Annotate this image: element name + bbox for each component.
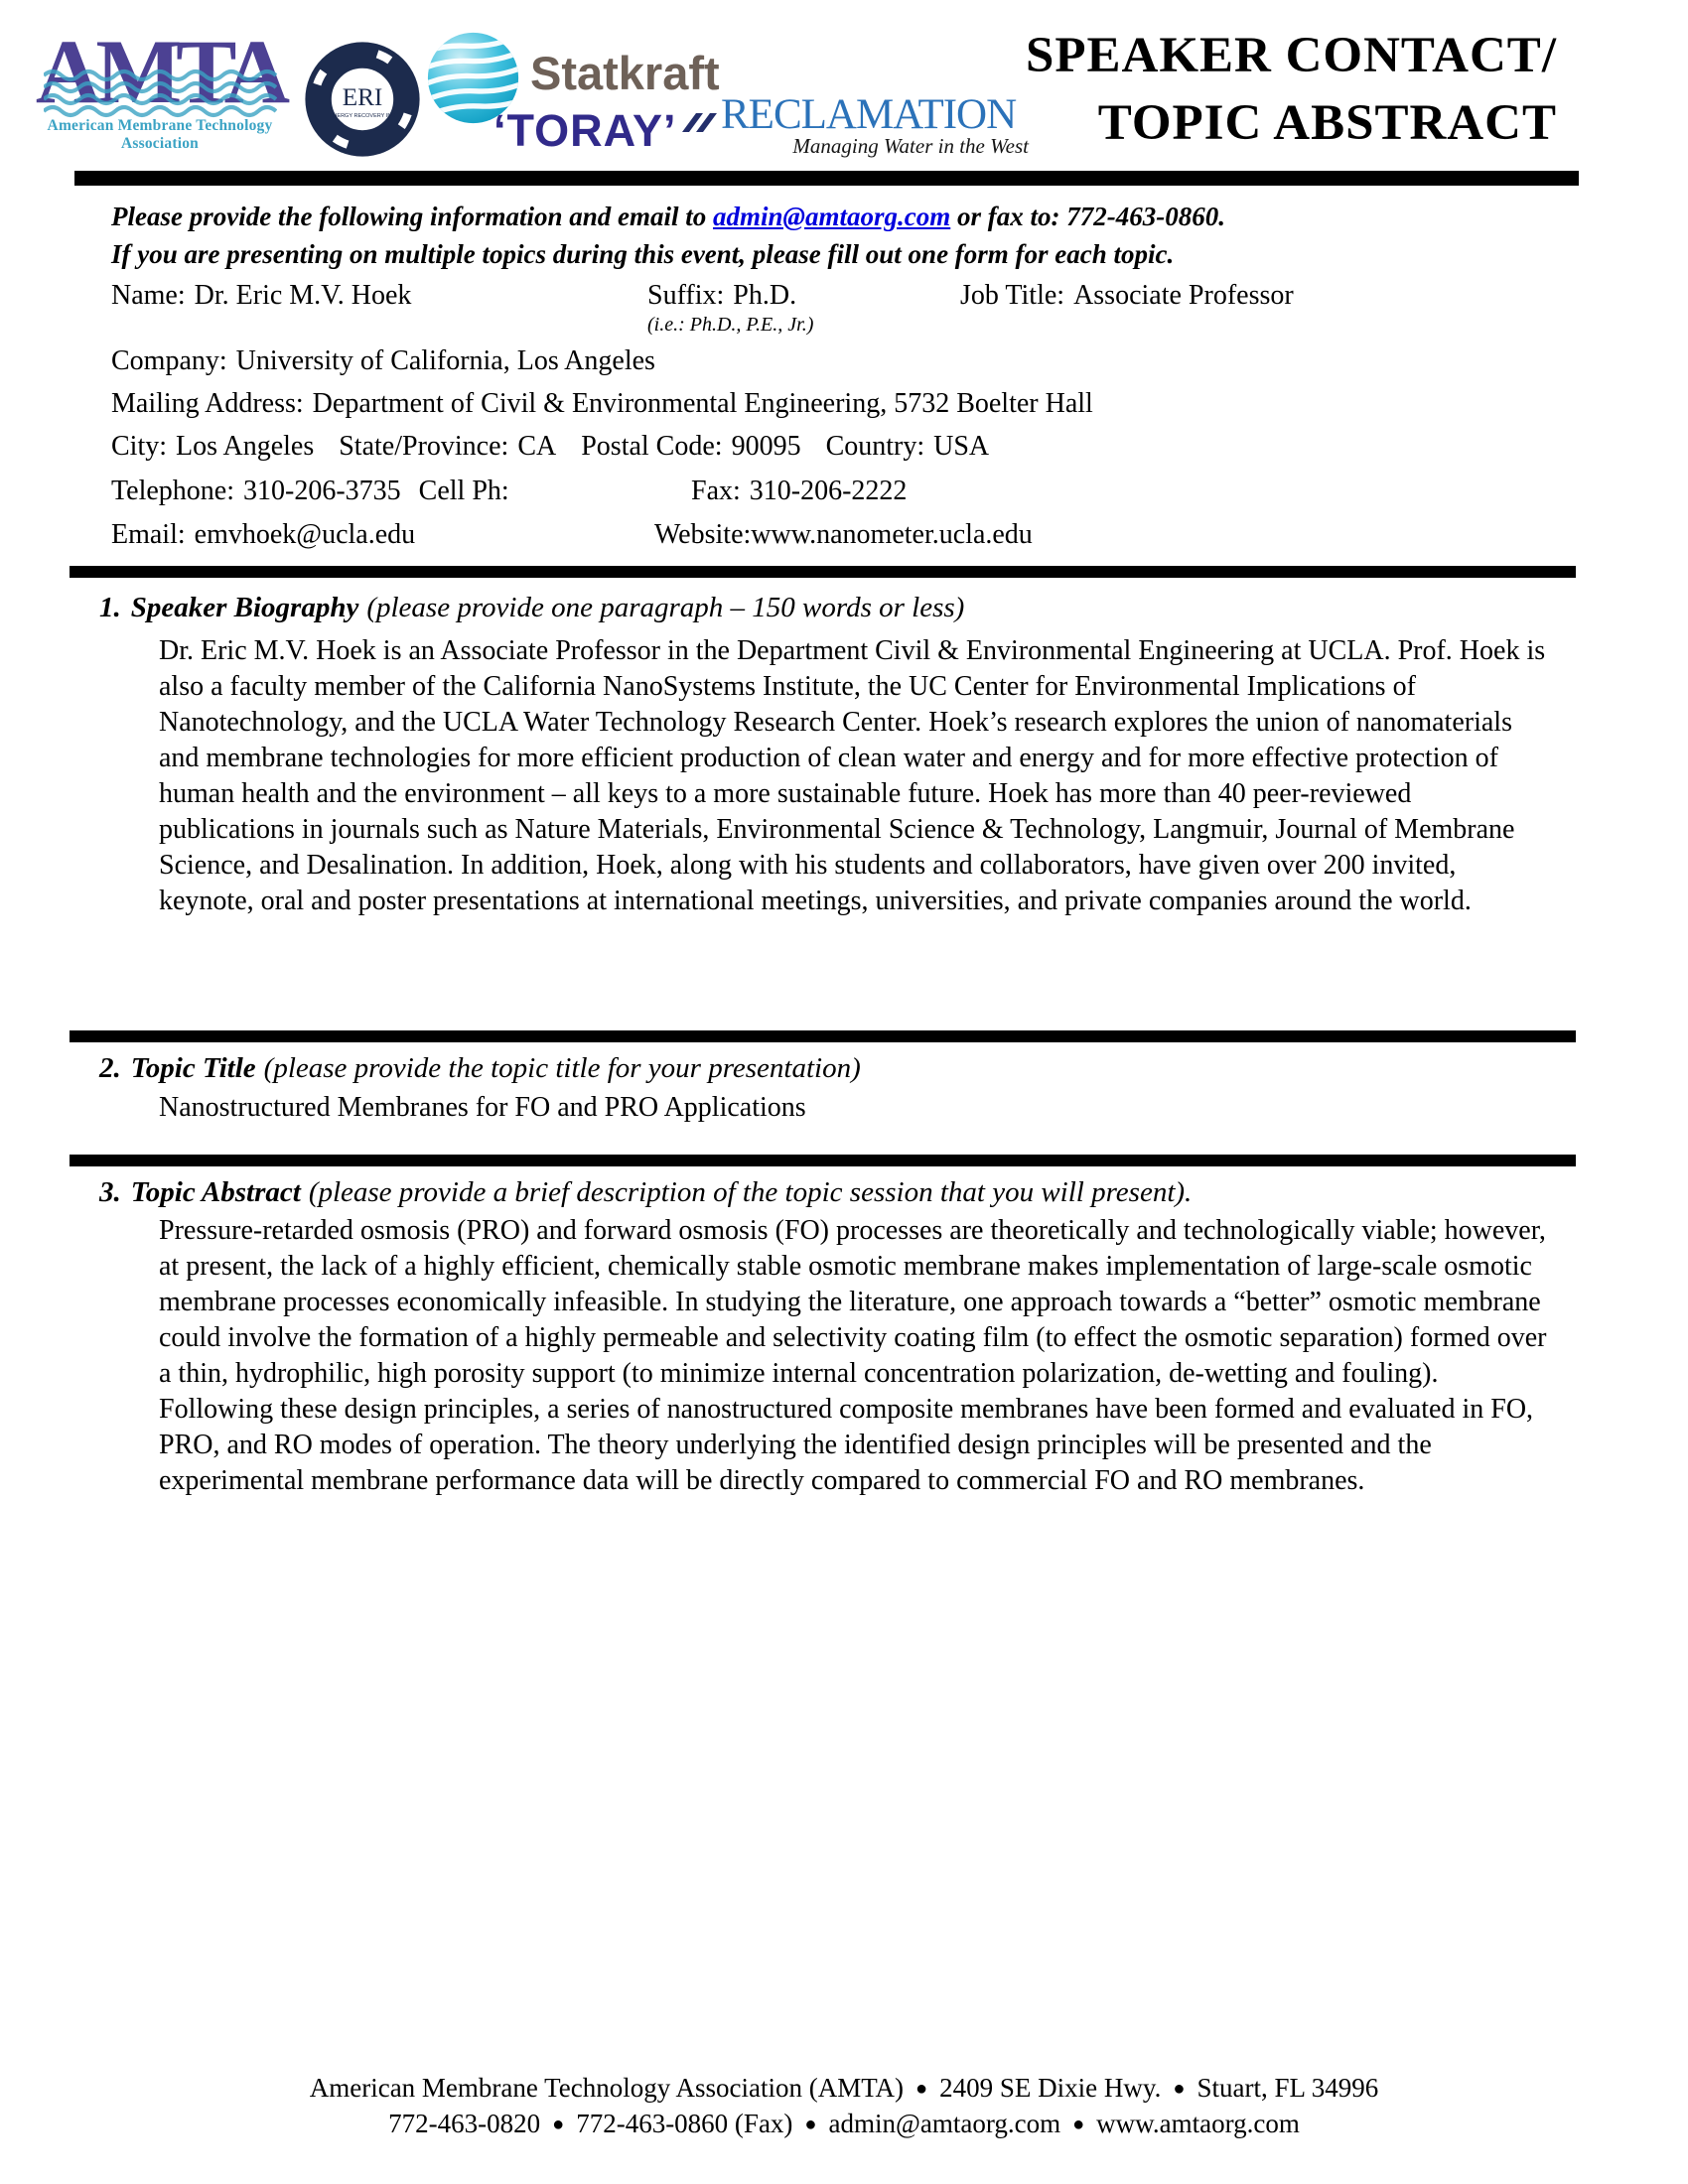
contact-row-company: [111, 345, 1581, 377]
document-title-line1: SPEAKER CONTACT/: [1025, 28, 1557, 83]
toray-wordmark: ‘TORAY’: [493, 105, 677, 156]
postal-value: 90095: [731, 431, 801, 462]
footer-line1: [0, 2073, 1688, 2104]
mailing-value: Department of Civil & Environmental Engineering, 5732 Boelter Hall: [312, 388, 1093, 419]
state-value: CA: [517, 431, 557, 462]
name-label: Name:: [111, 280, 186, 311]
country-field: [826, 431, 990, 462]
instructions-line1: [111, 198, 1571, 235]
email-field: [111, 519, 415, 551]
amta-logo: [30, 21, 290, 152]
email-value: emvhoek@ucla.edu: [194, 519, 416, 550]
reclamation-logo: [681, 93, 1031, 159]
section3-note: (please provide a brief description of the topic session that you will present).: [308, 1176, 1193, 1208]
city-label: City:: [111, 431, 168, 462]
city-field: [111, 431, 314, 462]
amta-wordmark: AMTA: [35, 21, 285, 122]
reclamation-tagline: Managing Water in the West: [792, 134, 1029, 158]
section2-number: 2.: [99, 1052, 121, 1084]
postal-field: [581, 431, 800, 462]
suffix-note: (i.e.: Ph.D., P.E., Jr.): [647, 314, 814, 336]
website-value: www.nanometer.ucla.edu: [751, 519, 1033, 550]
reclamation-swoosh-icon: [681, 109, 719, 133]
section3-heading: [99, 1176, 1192, 1209]
section1-note: (please provide one paragraph – 150 words or less): [366, 592, 965, 623]
postal-label: Postal Code:: [581, 431, 723, 462]
fax-value: 310-206-2222: [749, 476, 908, 506]
footer-line2: [0, 2109, 1688, 2139]
section3-number: 3.: [99, 1176, 121, 1208]
footer-address: 2409 SE Dixie Hwy.: [939, 2073, 1162, 2103]
mailing-label: Mailing Address:: [111, 388, 304, 419]
section-divider-3: [70, 1155, 1576, 1166]
instructions-line2: If you are presenting on multiple topics during this event, please fill out one form for each topic.: [111, 239, 1175, 269]
header-divider: [74, 171, 1579, 186]
name-field: [111, 280, 411, 312]
section2-title: Topic Title: [130, 1052, 256, 1084]
statkraft-wordmark: Statkraft: [530, 47, 720, 99]
topic-title-text: Nanostructured Membranes for FO and PRO Applications: [159, 1092, 806, 1123]
instructions-line1-pre: Please provide the following information and email to: [111, 202, 714, 231]
contact-row-city: [111, 431, 1581, 463]
page-header: [0, 0, 1688, 184]
amta-waves-icon: [44, 68, 277, 119]
country-value: USA: [933, 431, 990, 462]
cell-label: Cell Ph:: [418, 476, 509, 506]
state-label: State/Province:: [339, 431, 509, 462]
city-value: Los Angeles: [176, 431, 315, 462]
bullet-icon: ●: [804, 2114, 817, 2135]
country-label: Country:: [825, 431, 925, 462]
bullet-icon: ●: [1072, 2114, 1085, 2135]
job-title-value: Associate Professor: [1073, 280, 1294, 311]
eri-acronym: ERI: [342, 84, 383, 111]
section1-number: 1.: [99, 592, 121, 623]
eri-subtext: ENERGY RECOVERY INC: [329, 113, 396, 119]
bullet-icon: ●: [1173, 2078, 1186, 2100]
telephone-value: 310-206-3735: [243, 476, 401, 506]
footer-org: American Membrane Technology Association (AMTA): [309, 2073, 905, 2103]
state-field: [339, 431, 556, 462]
suffix-label: Suffix:: [647, 280, 725, 311]
footer-fax: 772-463-0860 (Fax): [576, 2109, 793, 2138]
telephone-field: [111, 476, 518, 507]
name-value: Dr. Eric M.V. Hoek: [194, 280, 412, 311]
contact-row-mailing: [111, 388, 1581, 420]
suffix-value: Ph.D.: [733, 280, 797, 311]
amta-tagline: American Membrane Technology Association: [47, 117, 273, 152]
footer-email: admin@amtaorg.com: [828, 2109, 1061, 2138]
section-divider-2: [70, 1030, 1576, 1042]
footer-website: www.amtaorg.com: [1096, 2109, 1300, 2138]
section2-heading: [99, 1052, 861, 1085]
website-field: [654, 519, 1033, 551]
document-title: [1026, 22, 1557, 157]
telephone-label: Telephone:: [111, 476, 234, 506]
footer-phone: 772-463-0820: [388, 2109, 541, 2138]
speaker-biography-text: Dr. Eric M.V. Hoek is an Associate Professor in the Department Civil & Environmental Engineering at UCLA. Prof. Hoek is also a faculty member of the California NanoSystems Institute, the UC Center for Environmental Implications of Nanotechnology, and the UCLA Water Technology Research Center. Hoek’s research explores the union of nanomaterials and membrane technologies for more efficient production of clean water and energy and for more effective protection of human health and the environment – all keys to a more sustainable future. Hoek has more than 40 peer-reviewed publications in journals such as Nature Materials, Environmental Science & Technology, Langmuir, Journal of Membrane Science, and Desalination. In addition, Hoek, along with his students and collaborators, have given over 200 invited, keynote, oral and poster presentations at international meetings, universities, and private companies around the world.: [159, 635, 1546, 916]
job-title-field: [960, 280, 1294, 312]
email-label: Email:: [111, 519, 186, 550]
job-title-label: Job Title:: [960, 280, 1065, 311]
company-label: Company:: [111, 345, 227, 376]
website-label: Website:: [654, 519, 752, 550]
footer-city: Stuart, FL 34996: [1196, 2073, 1379, 2103]
section3-title: Topic Abstract: [130, 1176, 301, 1208]
section-divider-1: [70, 566, 1576, 578]
fax-label: Fax:: [691, 476, 741, 506]
company-value: University of California, Los Angeles: [235, 345, 655, 376]
document-title-line2: TOPIC ABSTRACT: [1097, 95, 1557, 151]
admin-email-link[interactable]: admin@amtaorg.com: [713, 202, 951, 231]
bullet-icon: ●: [915, 2078, 928, 2100]
bullet-icon: ●: [552, 2114, 565, 2135]
fax-field: [691, 476, 907, 507]
section1-title: Speaker Biography: [130, 592, 359, 623]
instructions-line1-post: or fax to: 772-463-0860.: [950, 202, 1225, 231]
instructions: [111, 198, 1571, 273]
eri-logo-icon: [303, 40, 422, 159]
topic-abstract-text: Pressure-retarded osmosis (PRO) and forward osmosis (FO) processes are theoretically and technologically viable; however, at present, the lack of a highly efficient, chemically stable osmotic membrane makes implementation of large-scale osmotic membrane processes economically infeasible. In studying the literature, one approach towards a “better” osmotic membrane could involve the formation of a highly permeable and selectivity coating film (to effect the osmotic separation) formed over a thin, hydrophilic, high porosity support (to minimize internal concentration polarization, de-wetting and fouling). Following these design principles, a series of nanostructured composite membranes have been formed and evaluated in FO, PRO, and RO modes of operation. The theory underlying the identified design principles will be presented and the experimental membrane performance data will be directly compared to commercial FO and RO membranes.: [159, 1215, 1547, 1496]
suffix-field: [647, 280, 796, 312]
section2-note: (please provide the topic title for your presentation): [263, 1052, 861, 1084]
reclamation-wordmark: RECLAMATION: [721, 91, 1017, 138]
section1-heading: [99, 592, 964, 624]
